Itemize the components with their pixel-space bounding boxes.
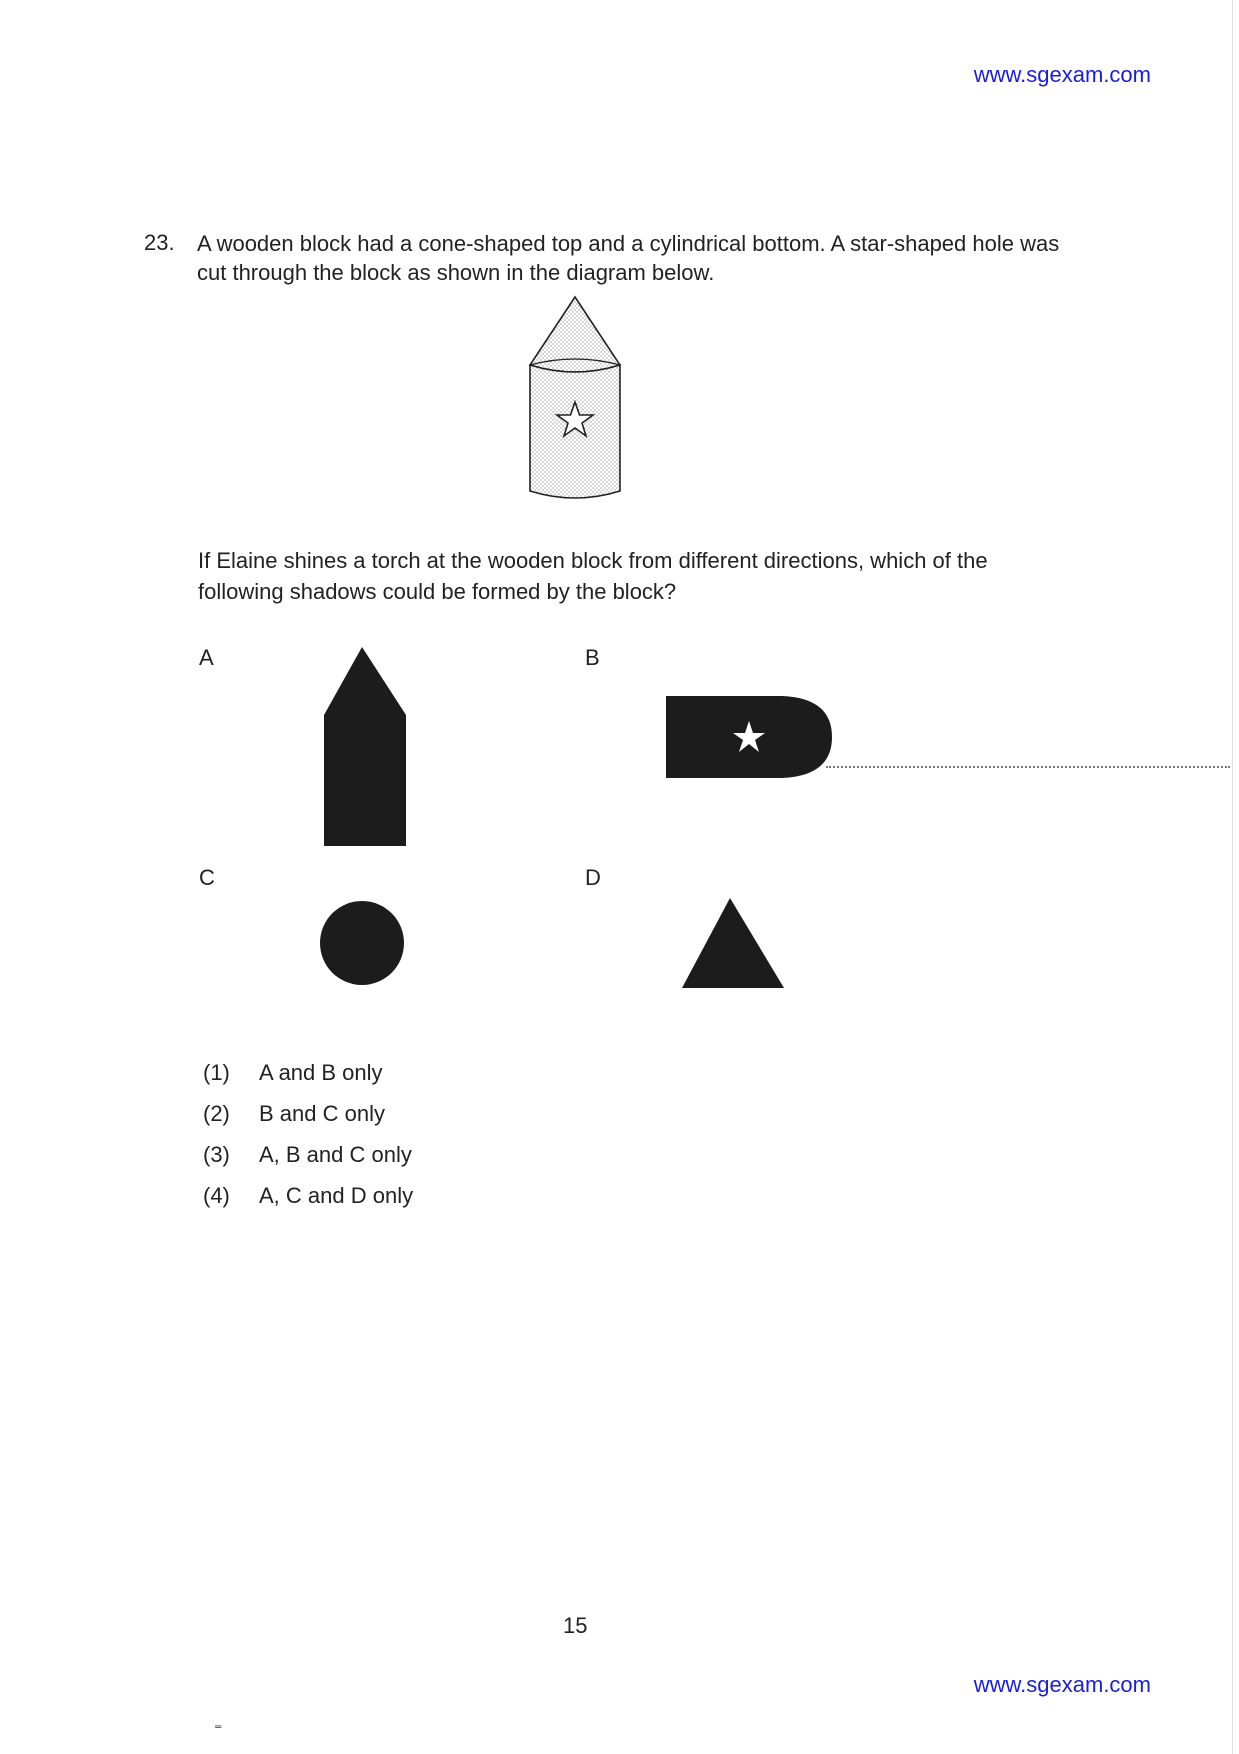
page-number: 15	[563, 1613, 588, 1638]
header-url-link[interactable]: www.sgexam.com	[973, 62, 1151, 87]
house-shadow-shape	[318, 645, 408, 850]
triangle-shadow-shape	[680, 896, 786, 992]
option-a-label: A	[199, 645, 214, 670]
choice-3[interactable]	[203, 1134, 413, 1175]
answer-line	[826, 766, 1230, 768]
choice-text: A and B only	[259, 1059, 383, 1085]
circle-shadow-shape	[318, 898, 408, 988]
scan-edge-line	[1232, 0, 1233, 1754]
choice-number: (4)	[203, 1182, 230, 1208]
rectangle-star-shadow-shape	[664, 692, 834, 782]
choice-text: A, C and D only	[259, 1182, 414, 1208]
footer-url-link[interactable]: www.sgexam.com	[973, 1672, 1151, 1697]
cone-top	[530, 297, 620, 372]
wooden-block-diagram	[520, 295, 630, 505]
choice-4[interactable]	[203, 1175, 413, 1216]
choice-text: B and C only	[259, 1100, 385, 1126]
scan-mark: ⁼	[214, 1722, 223, 1739]
choice-text: A, B and C only	[259, 1141, 412, 1167]
option-d-label: D	[585, 865, 601, 890]
choice-number: (3)	[203, 1141, 230, 1167]
question-text: A wooden block had a cone-shaped top and a cylindrical bottom. A star-shaped hole was cut through the block as shown in the diagram below.	[197, 231, 1060, 285]
question-number: 23.	[144, 230, 175, 255]
choice-1[interactable]	[203, 1052, 413, 1093]
choice-number: (2)	[203, 1100, 230, 1126]
question-prompt: If Elaine shines a torch at the wooden block from different directions, which of the following shadows could be formed by the block?	[198, 548, 988, 604]
option-c-label: C	[199, 865, 215, 890]
answer-choices	[203, 1052, 413, 1216]
option-b-label: B	[585, 645, 600, 670]
choice-2[interactable]	[203, 1093, 413, 1134]
choice-number: (1)	[203, 1059, 230, 1085]
